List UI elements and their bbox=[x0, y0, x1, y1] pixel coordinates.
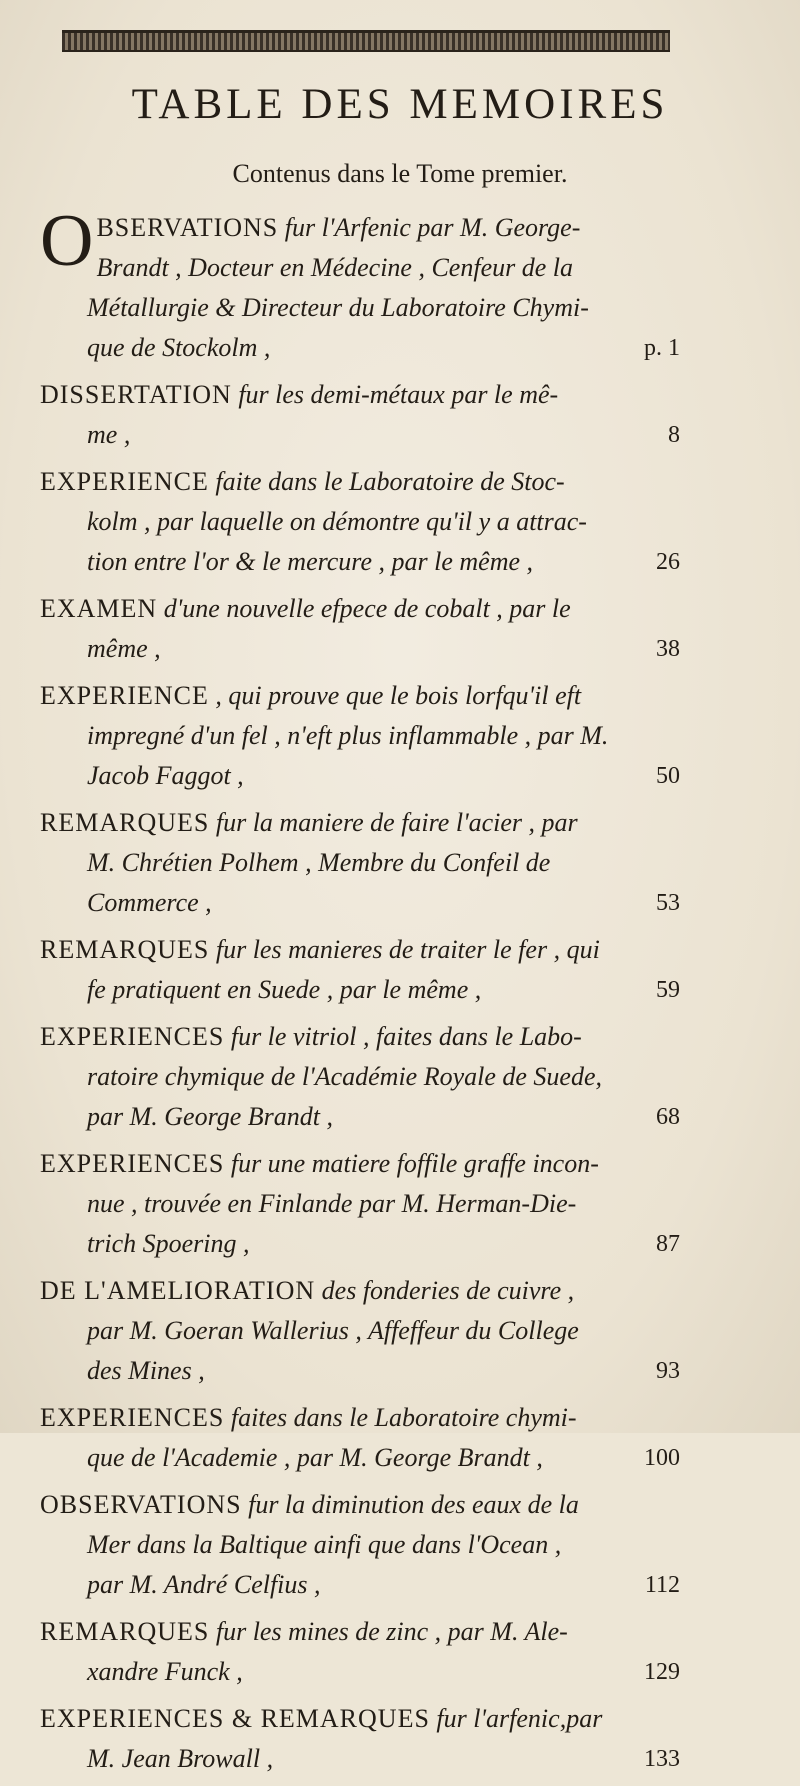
toc-entry-text: M. Jean Browall , bbox=[87, 1744, 274, 1773]
toc-entry bbox=[40, 1017, 680, 1137]
toc-page-number: 100 bbox=[644, 1445, 680, 1471]
toc-page-number: 133 bbox=[644, 1746, 680, 1772]
toc-page-number: 53 bbox=[656, 890, 680, 916]
toc-entry bbox=[40, 1485, 680, 1605]
toc-entry-text: tion entre l'or & le mercure , par le même , bbox=[87, 547, 534, 576]
toc-entry-text: fur les demi-métaux par le mê- bbox=[231, 380, 559, 409]
toc-entry-line bbox=[40, 248, 680, 288]
toc-entry-lead: EXPERIENCES & REMARQUES bbox=[40, 1704, 430, 1733]
toc-entry-line bbox=[40, 1739, 680, 1779]
toc-entry bbox=[40, 462, 680, 582]
toc-entry-line bbox=[40, 1057, 680, 1097]
toc-entry-text: me , bbox=[87, 420, 131, 449]
toc-entry-line bbox=[40, 1699, 680, 1739]
toc-entry-line bbox=[40, 803, 680, 843]
toc-entry-text: , qui prouve que le bois lorfqu'il eft bbox=[208, 681, 582, 710]
toc-entry-lead: DE L'AMELIORATION bbox=[40, 1276, 316, 1305]
toc-entry-line bbox=[40, 375, 680, 415]
toc-entry-lead: BSERVATIONS bbox=[96, 213, 279, 242]
toc-entry-line bbox=[40, 462, 680, 502]
toc-entry-text: fur l'Arfenic par M. George- bbox=[278, 213, 581, 242]
toc-page-number: 68 bbox=[656, 1104, 680, 1130]
toc-entry-text: fur la diminution des eaux de la bbox=[241, 1490, 579, 1519]
toc-entry-text: kolm , par laquelle on démontre qu'il y a attrac- bbox=[87, 507, 587, 536]
toc-entry-line bbox=[40, 716, 680, 756]
toc-entry bbox=[40, 1144, 680, 1264]
toc-entry bbox=[40, 1398, 680, 1478]
toc-entry-text: xandre Funck , bbox=[87, 1657, 243, 1686]
toc-entry-text: trich Spoering , bbox=[87, 1229, 250, 1258]
toc-entry-lead: EXPERIENCE bbox=[40, 681, 209, 710]
toc-entry-line bbox=[40, 1438, 680, 1478]
toc-entry-lead: EXPERIENCES bbox=[40, 1403, 225, 1432]
toc-entry-line bbox=[40, 589, 680, 629]
toc-entry-text: fe pratiquent en Suede , par le même , bbox=[87, 975, 482, 1004]
toc-entry bbox=[40, 1271, 680, 1391]
toc-entry-line bbox=[40, 502, 680, 542]
toc-page-number: 50 bbox=[656, 763, 680, 789]
toc-entry-line bbox=[40, 1565, 680, 1605]
toc-entry-text: que de l'Academie , par M. George Brandt , bbox=[87, 1443, 543, 1472]
toc-page-number: 8 bbox=[668, 422, 680, 448]
toc-entry-text: faite dans le Laboratoire de Stoc- bbox=[208, 467, 565, 496]
toc-entry-text: fur une matiere foffile graffe incon- bbox=[224, 1149, 599, 1178]
toc-entry bbox=[40, 803, 680, 923]
toc-entry-text: par M. Goeran Wallerius , Affeffeur du College bbox=[87, 1316, 579, 1345]
toc-entry-line bbox=[40, 843, 680, 883]
toc-entry-text: que de Stockolm , bbox=[87, 333, 271, 362]
toc-entry-text: des Mines , bbox=[87, 1356, 205, 1385]
header-ornament-rule bbox=[62, 30, 670, 52]
toc-entry-line bbox=[40, 1525, 680, 1565]
toc-entry bbox=[40, 375, 680, 455]
toc-entry-text: ratoire chymique de l'Académie Royale de Suede, bbox=[87, 1062, 603, 1091]
toc-page-number: 87 bbox=[656, 1231, 680, 1257]
toc-entry-line bbox=[40, 970, 680, 1010]
toc-entry-line bbox=[40, 756, 680, 796]
toc-page-number: p. 1 bbox=[644, 335, 680, 361]
toc-entry-lead: EXPERIENCE bbox=[40, 467, 209, 496]
toc-entry-text: fur le vitriol , faites dans le Labo- bbox=[224, 1022, 582, 1051]
toc-entry-text: par M. André Celfius , bbox=[87, 1570, 321, 1599]
toc-entry-lead: DISSERTATION bbox=[40, 380, 232, 409]
toc-entry-line bbox=[40, 415, 680, 455]
toc-entry-text: Métallurgie & Directeur du Laboratoire Chymi- bbox=[87, 293, 589, 322]
toc-entry-lead: REMARQUES bbox=[40, 1617, 210, 1646]
toc-entry-line bbox=[40, 1017, 680, 1057]
toc-page-number: 93 bbox=[656, 1358, 680, 1384]
toc-entry-line bbox=[40, 883, 680, 923]
toc-entry-text: fur la maniere de faire l'acier , par bbox=[209, 808, 578, 837]
table-of-contents bbox=[40, 200, 680, 1786]
toc-entry-line bbox=[40, 1224, 680, 1264]
toc-entry-text: impregné d'un fel , n'eft plus inflammable , par M. bbox=[87, 721, 609, 750]
toc-entry-text: fur les mines de zinc , par M. Ale- bbox=[209, 1617, 568, 1646]
toc-entry-text: Brandt , Docteur en Médecine , Cenfeur de la bbox=[96, 253, 573, 282]
toc-entry-line bbox=[40, 676, 680, 716]
toc-entry bbox=[40, 930, 680, 1010]
toc-entry-text: fur l'arfenic,par bbox=[429, 1704, 603, 1733]
toc-entry-text: faites dans le Laboratoire chymi- bbox=[224, 1403, 577, 1432]
toc-entry-text: Jacob Faggot , bbox=[87, 761, 244, 790]
toc-entry-text: nue , trouvée en Finlande par M. Herman-Die- bbox=[87, 1189, 577, 1218]
page-title: TABLE DES MEMOIRES bbox=[131, 81, 669, 128]
toc-entry-text: fur les manieres de traiter le fer , qui bbox=[209, 935, 600, 964]
toc-entry-line bbox=[40, 1184, 680, 1224]
toc-entry-line bbox=[40, 629, 680, 669]
toc-entry bbox=[40, 589, 680, 669]
toc-entry bbox=[40, 1699, 680, 1779]
toc-entry-lead: EXPERIENCES bbox=[40, 1022, 225, 1051]
toc-entry-text: par M. George Brandt , bbox=[87, 1102, 334, 1131]
toc-entry-text: Mer dans la Baltique ainfi que dans l'Ocean , bbox=[87, 1530, 562, 1559]
toc-page-number: 59 bbox=[656, 977, 680, 1003]
toc-entry-line bbox=[40, 1271, 680, 1311]
toc-entry bbox=[40, 1612, 680, 1692]
page-subtitle: Contenus dans le Tome premier. bbox=[232, 159, 568, 188]
drop-capital: O bbox=[40, 200, 94, 282]
toc-entry-lead: REMARQUES bbox=[40, 935, 210, 964]
toc-entry-line bbox=[40, 1398, 680, 1438]
toc-entry-lead: EXPERIENCES bbox=[40, 1149, 225, 1178]
toc-entry-text: M. Chrétien Polhem , Membre du Confeil de bbox=[87, 848, 551, 877]
toc-entry-line bbox=[40, 542, 680, 582]
toc-entry-line bbox=[40, 1351, 680, 1391]
toc-page-number: 112 bbox=[644, 1572, 680, 1598]
toc-entry-line bbox=[40, 1612, 680, 1652]
toc-entry-text: même , bbox=[87, 634, 161, 663]
toc-entry-text: des fonderies de cuivre , bbox=[315, 1276, 575, 1305]
toc-entry-lead: EXAMEN bbox=[40, 594, 158, 623]
toc-page-number: 38 bbox=[656, 636, 680, 662]
toc-entry-line bbox=[40, 1097, 680, 1137]
toc-entry-text: Commerce , bbox=[87, 888, 212, 917]
toc-entry-lead: REMARQUES bbox=[40, 808, 210, 837]
toc-entry-text: d'une nouvelle efpece de cobalt , par le bbox=[157, 594, 571, 623]
toc-page-number: 129 bbox=[644, 1659, 680, 1685]
toc-entry-line bbox=[40, 288, 680, 328]
toc-page-number: 26 bbox=[656, 549, 680, 575]
toc-entry-line bbox=[40, 1485, 680, 1525]
toc-entry bbox=[40, 676, 680, 796]
toc-entry-line bbox=[40, 1311, 680, 1351]
toc-entry-line bbox=[40, 1652, 680, 1692]
toc-entry-line bbox=[40, 1144, 680, 1184]
toc-entry-lead: OBSERVATIONS bbox=[40, 1490, 242, 1519]
toc-entry-line bbox=[40, 930, 680, 970]
toc-entry bbox=[40, 200, 680, 368]
toc-entry-line bbox=[40, 328, 680, 368]
